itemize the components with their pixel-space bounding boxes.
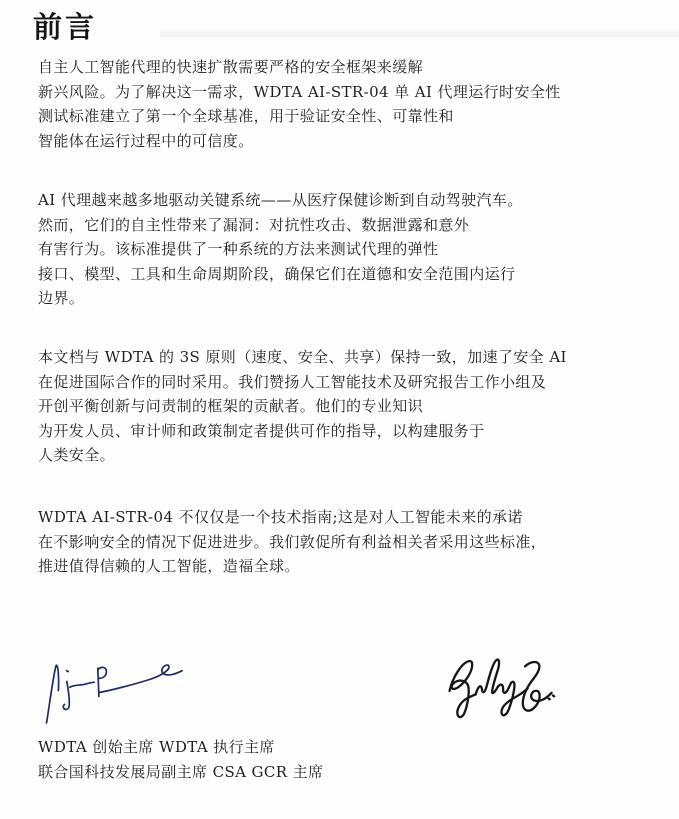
preface-paragraph-4: [38, 505, 649, 579]
paragraph-line: 新兴风险。为了解决这一需求，WDTA AI-STR-04 单 AI 代理运行时安全性: [38, 82, 561, 101]
paragraph-line: 接口、模型、工具和生命周期阶段，确保它们在道德和安全范围内运行: [38, 264, 516, 283]
paragraph-line: 为开发人员、审计师和政策制定者提供可作的指导，以构建服务于: [38, 421, 485, 440]
paragraph-line: 测试标准建立了第一个全球基准，用于验证安全性、可靠性和: [38, 107, 454, 125]
paragraph-line: 然而，它们的自主性带来了漏洞：对抗性攻击、数据泄露和意外: [38, 215, 470, 234]
signature-right-image: [448, 658, 568, 730]
preface-paragraph-3: [38, 345, 649, 468]
paragraph-line: 自主人工智能代理的快速扩散需要严格的安全框架来缓解: [38, 58, 424, 76]
paragraph-line: 在促进国际合作的同时采用。我们赞扬人工智能技术及研究报告工作小组及: [38, 372, 547, 391]
page-title: 前言: [33, 10, 98, 44]
paragraph-line: 人类安全。: [38, 446, 116, 464]
paragraph-line: 开创平衡创新与问责制的框架的贡献者。他们的专业知识: [38, 397, 424, 415]
preface-paragraph-2: [38, 188, 649, 311]
signature-left-image: [36, 650, 186, 725]
signatory-titles: [38, 735, 323, 785]
paragraph-line: 边界。: [38, 289, 85, 307]
signatory-titles-line-2: 联合国科技发展局副主席 CSA GCR 主席: [38, 763, 324, 781]
signatory-titles-line-1: WDTA 创始主席 WDTA 执行主席: [38, 738, 275, 756]
title-rule: [160, 30, 679, 37]
paragraph-line: 本文档与 WDTA 的 3S 原则（速度、安全、共享）保持一致，加速了安全 AI: [38, 348, 567, 366]
paragraph-line: 智能体在运行过程中的可信度。: [38, 131, 254, 150]
paragraph-line: 在不影响安全的情况下促进进步。我们敦促所有利益相关者采用这些标准，: [38, 532, 547, 551]
signature-right-strokes: [450, 660, 555, 718]
signature-left-strokes: [47, 665, 183, 723]
paragraph-line: 有害行为。该标准提供了一种系统的方法来测试代理的弹性: [38, 240, 439, 258]
preface-paragraph-1: [38, 55, 649, 153]
paragraph-line: WDTA AI-STR-04 不仅仅是一个技术指南;这是对人工智能未来的承诺: [38, 508, 523, 526]
paragraph-line: 推进值得信赖的人工智能，造福全球。: [38, 557, 300, 575]
paragraph-line: AI 代理越来越多地驱动关键系统——从医疗保健诊断到自动驾驶汽车。: [38, 191, 523, 209]
